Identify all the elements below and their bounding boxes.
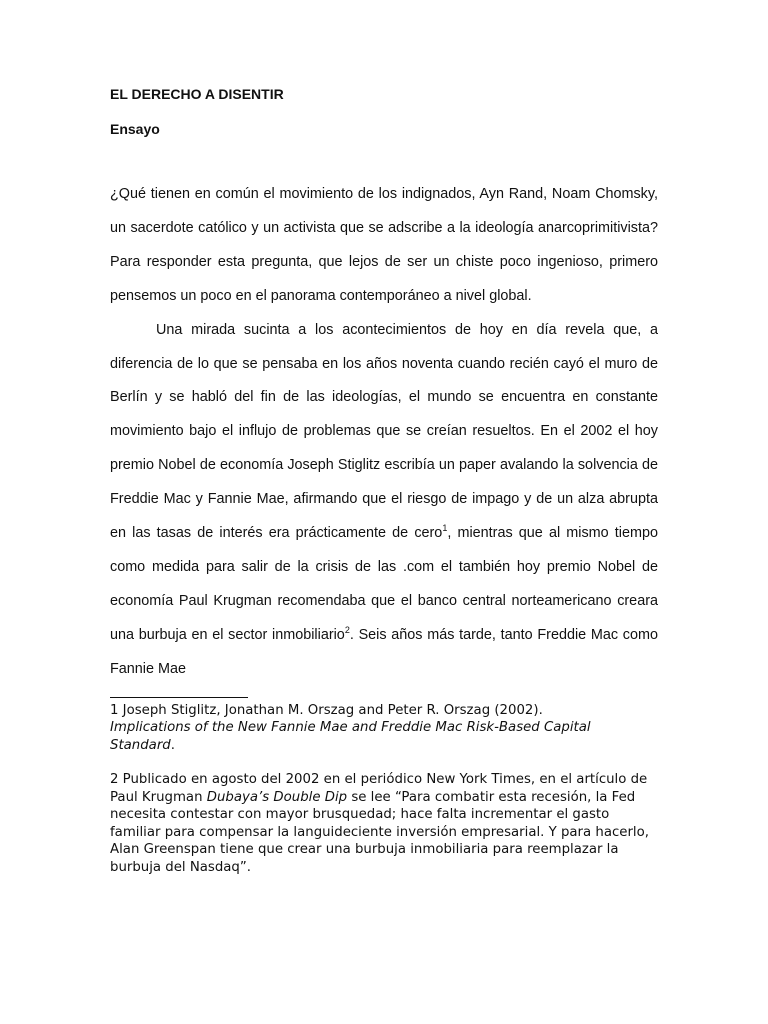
paragraph-2-text-1: Una mirada sucinta a los acontecimientos de hoy en día revela que, a diferencia de lo que se pensaba en los años noventa cuando recién cayó el muro de Berlín y se habló del fin de las ideologías, el mundo se encuentra en constante movimiento bajo el influjo de problemas que se creían resueltos. En el 2002 el hoy premio Nobel de economía Joseph Stiglitz escribía un paper avalando la solvencia de Freddie Mac y Fannie Mae, afirmando que el riesgo de impago y de un alza abrupta en las tasas de interés era prácticamente de cero <box>110 321 658 542</box>
footnote-1-end: . <box>170 737 175 753</box>
page-content <box>110 84 658 876</box>
essay-body <box>110 178 658 687</box>
footnotes <box>110 702 658 877</box>
footnote-1 <box>110 702 658 755</box>
document-title: EL DERECHO A DISENTIR <box>110 86 284 102</box>
paragraph-2-text-3: . Seis años más tarde, tanto Freddie Mac como Fannie Mae <box>110 626 658 677</box>
paragraph-1: ¿Qué tienen en común el movimiento de los indignados, Ayn Rand, Noam Chomsky, un sacerdote católico y un activista que se adscribe a la ideología anarcoprimitivista? Para responder esta pregunta, que lejos de ser un chiste poco ingenioso, primero pensemos un poco en el panorama contemporáneo a nivel global. <box>110 186 658 304</box>
footnote-ref-1[interactable]: 1 <box>442 523 448 534</box>
paragraph-2-text-2: , mientras que al mismo tiempo como medida para salir de la crisis de las .com el también hoy premio Nobel de economía Paul Krugman recomendaba que el banco central norteamericano creara una burbuja en el sector inmobiliario <box>110 525 658 643</box>
footnote-1-title: Implications of the New Fannie Mae and Freddie Mac Risk-Based Capital Standard <box>110 720 591 753</box>
footnote-ref-2[interactable]: 2 <box>344 624 350 635</box>
footnote-2-title: Dubaya’s Double Dip <box>206 789 348 805</box>
footnote-2 <box>110 771 658 876</box>
footnote-1-text: 1 Joseph Stiglitz, Jonathan M. Orszag and Peter R. Orszag (2002). <box>110 702 543 718</box>
footnote-separator <box>110 697 248 698</box>
footnote-2-text-2: se lee “Para combatir esta recesión, la Fed necesita contestar con mayor brusquedad; hace falta incrementar el gasto familiar para compensar la languideciente inversión empresarial. Y para hacerlo, Alan Greenspan tiene que crear una burbuja inmobiliaria para reemplazar la burbuja del Nasdaq”. <box>110 789 649 875</box>
footnote-2-text-1: 2 Publicado en agosto del 2002 en el periódico New York Times, en el artículo de Paul Krugman <box>110 772 648 805</box>
paragraph-2 <box>110 314 658 687</box>
document-subtitle: Ensayo <box>110 121 160 137</box>
